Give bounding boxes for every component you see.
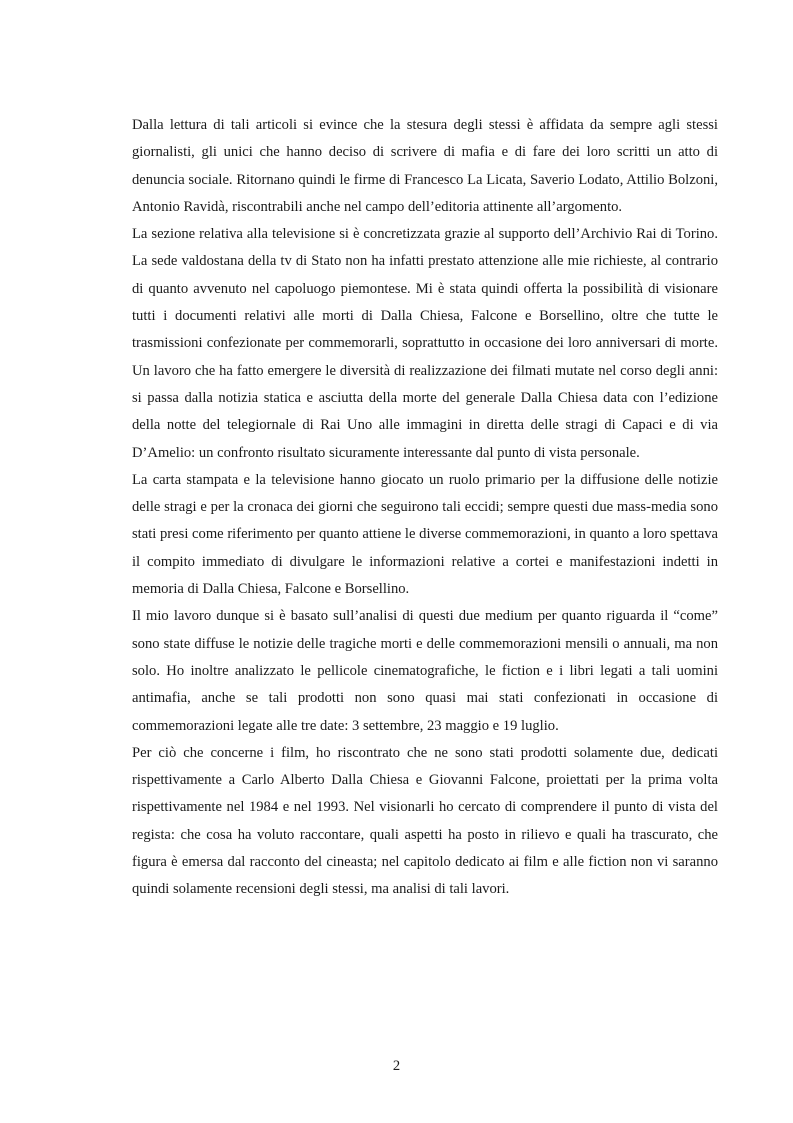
body-text	[132, 112, 718, 904]
page-number: 2	[392, 1058, 401, 1074]
paragraph-4: Il mio lavoro dunque si è basato sull’analisi di questi due medium per quanto riguarda il “come” sono state diffuse le notizie delle tragiche morti e delle commemorazioni mensili o annuali, ma non solo. Ho inoltre analizzato le pellicole cinematografiche, le fiction e i libri legati a tali uomini antimafia, anche se tali prodotti non sono quasi mai stati confezionati in occasione di commemorazioni legate alle tre date: 3 settembre, 23 maggio e 19 luglio.	[132, 608, 718, 734]
paragraph-3: La carta stampata e la televisione hanno giocato un ruolo primario per la diffusione delle notizie delle stragi e per la cronaca dei giorni che seguirono tali eccidi; sempre questi due mass-media sono stati presi come riferimento per quanto attiene le diverse commemorazioni, in quanto a loro spettava il compito immediato di divulgare le informazioni relative a cortei e manifestazioni indetti in memoria di Dalla Chiesa, Falcone e Borsellino.	[132, 471, 718, 598]
paragraph-1: Dalla lettura di tali articoli si evince che la stesura degli stessi è affidata da sempre agli stessi giornalisti, gli unici che hanno deciso di scrivere di mafia e di fare dei loro scritti un atto di denuncia sociale. Ritornano quindi le firme di Francesco La Licata, Saverio Lodato, Attilio Bolzoni, Antonio Ravidà, riscontrabili anche nel campo dell’editoria attinente all’argomento.	[132, 117, 718, 215]
paragraph-2: La sezione relativa alla televisione si è concretizzata grazie al supporto dell’Archivio Rai di Torino. La sede valdostana della tv di Stato non ha infatti prestato attenzione alle mie richieste, al contrario di quanto avvenuto nel capoluogo piemontese. Mi è stata quindi offerta la possibilità di visionare tutti i documenti relativi alle morti di Dalla Chiesa, Falcone e Borsellino, oltre che tutte le trasmissioni confezionate per commemorarli, soprattutto in occasione dei loro anniversari di morte. Un lavoro che ha fatto emergere le diversità di realizzazione dei filmati mutate nel corso degli anni: si passa dalla notizia statica e asciutta della morte del generale Dalla Chiesa data con l’edizione della notte del telegiornale di Rai Uno alle immagini in diretta delle stragi di Capaci e di via D’Amelio: un confronto risultato sicuramente interessante dal punto di vista personale.	[132, 226, 718, 461]
paragraph-5: Per ciò che concerne i film, ho riscontrato che ne sono stati prodotti solamente due, dedicati rispettivamente a Carlo Alberto Dalla Chiesa e Giovanni Falcone, proiettati per la prima volta rispettivamente nel 1984 e nel 1993. Nel visionarli ho cercato di comprendere il punto di vista del regista: che cosa ha voluto raccontare, quali aspetti ha posto in rilievo e quali ha trascurato, che figura è emersa dal racconto del cineasta; nel capitolo dedicato ai film e alle fiction non vi saranno quindi solamente recensioni degli stessi, ma analisi di tali lavori.	[132, 744, 718, 898]
